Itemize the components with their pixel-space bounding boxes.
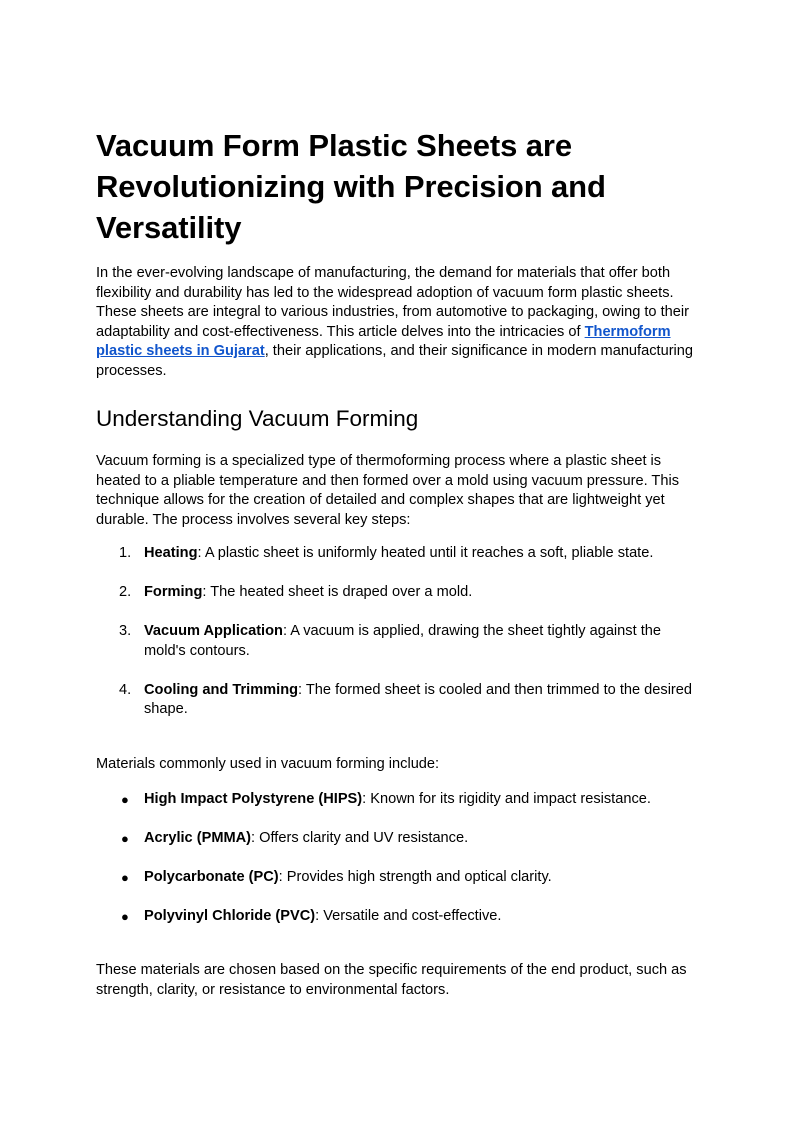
list-item xyxy=(96,868,701,888)
list-number: 3. xyxy=(119,623,132,639)
material-term: Polycarbonate (PC) xyxy=(144,869,279,885)
list-number: 1. xyxy=(119,545,132,561)
materials-intro: Materials commonly used in vacuum forming include: xyxy=(96,756,440,772)
step-term: Cooling and Trimming xyxy=(144,681,299,698)
list-number: 4. xyxy=(119,681,132,698)
list-item xyxy=(96,681,701,720)
list-item xyxy=(96,790,701,810)
intro-text-before-link: In the ever-evolving landscape of manufacturing, the demand for materials that offer both flexibility and durability has led to the widespread adoption of vacuum form plastic sheets. These sheets are integral to various industries, from automotive to packaging, owing to their adaptability and cost-effectiveness. This article delves into the intricacies of xyxy=(96,265,689,340)
material-text: : Provides high strength and optical clarity. xyxy=(278,869,552,885)
thermoform-sheets-link[interactable]: Thermoform plastic sheets in Gujarat xyxy=(96,323,671,359)
section-heading: Understanding Vacuum Forming xyxy=(96,406,419,431)
step-text: : The heated sheet is draped over a mold. xyxy=(202,584,473,600)
step-term: Heating xyxy=(144,545,198,561)
list-number: 2. xyxy=(119,584,132,600)
list-item xyxy=(96,907,701,927)
list-item xyxy=(96,583,701,603)
bullet-icon: ● xyxy=(121,870,129,885)
list-item xyxy=(96,544,701,564)
material-term: Polyvinyl Chloride (PVC) xyxy=(144,908,316,924)
step-text: : A plastic sheet is uniformly heated until it reaches a soft, pliable state. xyxy=(197,545,654,561)
vacuum-forming-paragraph: Vacuum forming is a specialized type of thermoforming process where a plastic sheet is heated to a pliable temperature and then formed over a mold using vacuum pressure. This technique allows for the creation of detailed and complex shapes that are lightweight yet durable. The process involves several key steps: xyxy=(96,453,680,528)
closing-paragraph: These materials are chosen based on the specific requirements of the end product, such as strength, clarity, or resistance to environmental factors. xyxy=(96,962,687,998)
bullet-icon: ● xyxy=(121,831,129,846)
material-term: High Impact Polystyrene (HIPS) xyxy=(144,791,363,807)
bullet-icon: ● xyxy=(121,909,129,924)
process-steps-list xyxy=(96,544,701,739)
material-text: : Offers clarity and UV resistance. xyxy=(251,830,469,846)
step-term: Forming xyxy=(144,584,203,600)
material-text: : Known for its rigidity and impact resistance. xyxy=(362,791,651,807)
step-text: : A vacuum is applied, drawing the sheet tightly against the mold's contours. xyxy=(144,623,661,659)
intro-paragraph xyxy=(96,264,701,381)
material-term: Acrylic (PMMA) xyxy=(144,830,252,846)
intro-text-after-link: , their applications, and their significance in modern manufacturing processes. xyxy=(96,343,694,379)
materials-list xyxy=(96,790,701,946)
bullet-icon: ● xyxy=(121,792,129,807)
document-title: Vacuum Form Plastic Sheets are Revolutionizing with Precision and Versatility xyxy=(96,128,606,245)
list-item xyxy=(96,829,701,849)
step-term: Vacuum Application xyxy=(144,623,283,639)
material-text: : Versatile and cost-effective. xyxy=(315,908,502,924)
list-item xyxy=(96,622,701,661)
step-text: : The formed sheet is cooled and then trimmed to the desired shape. xyxy=(144,681,693,717)
